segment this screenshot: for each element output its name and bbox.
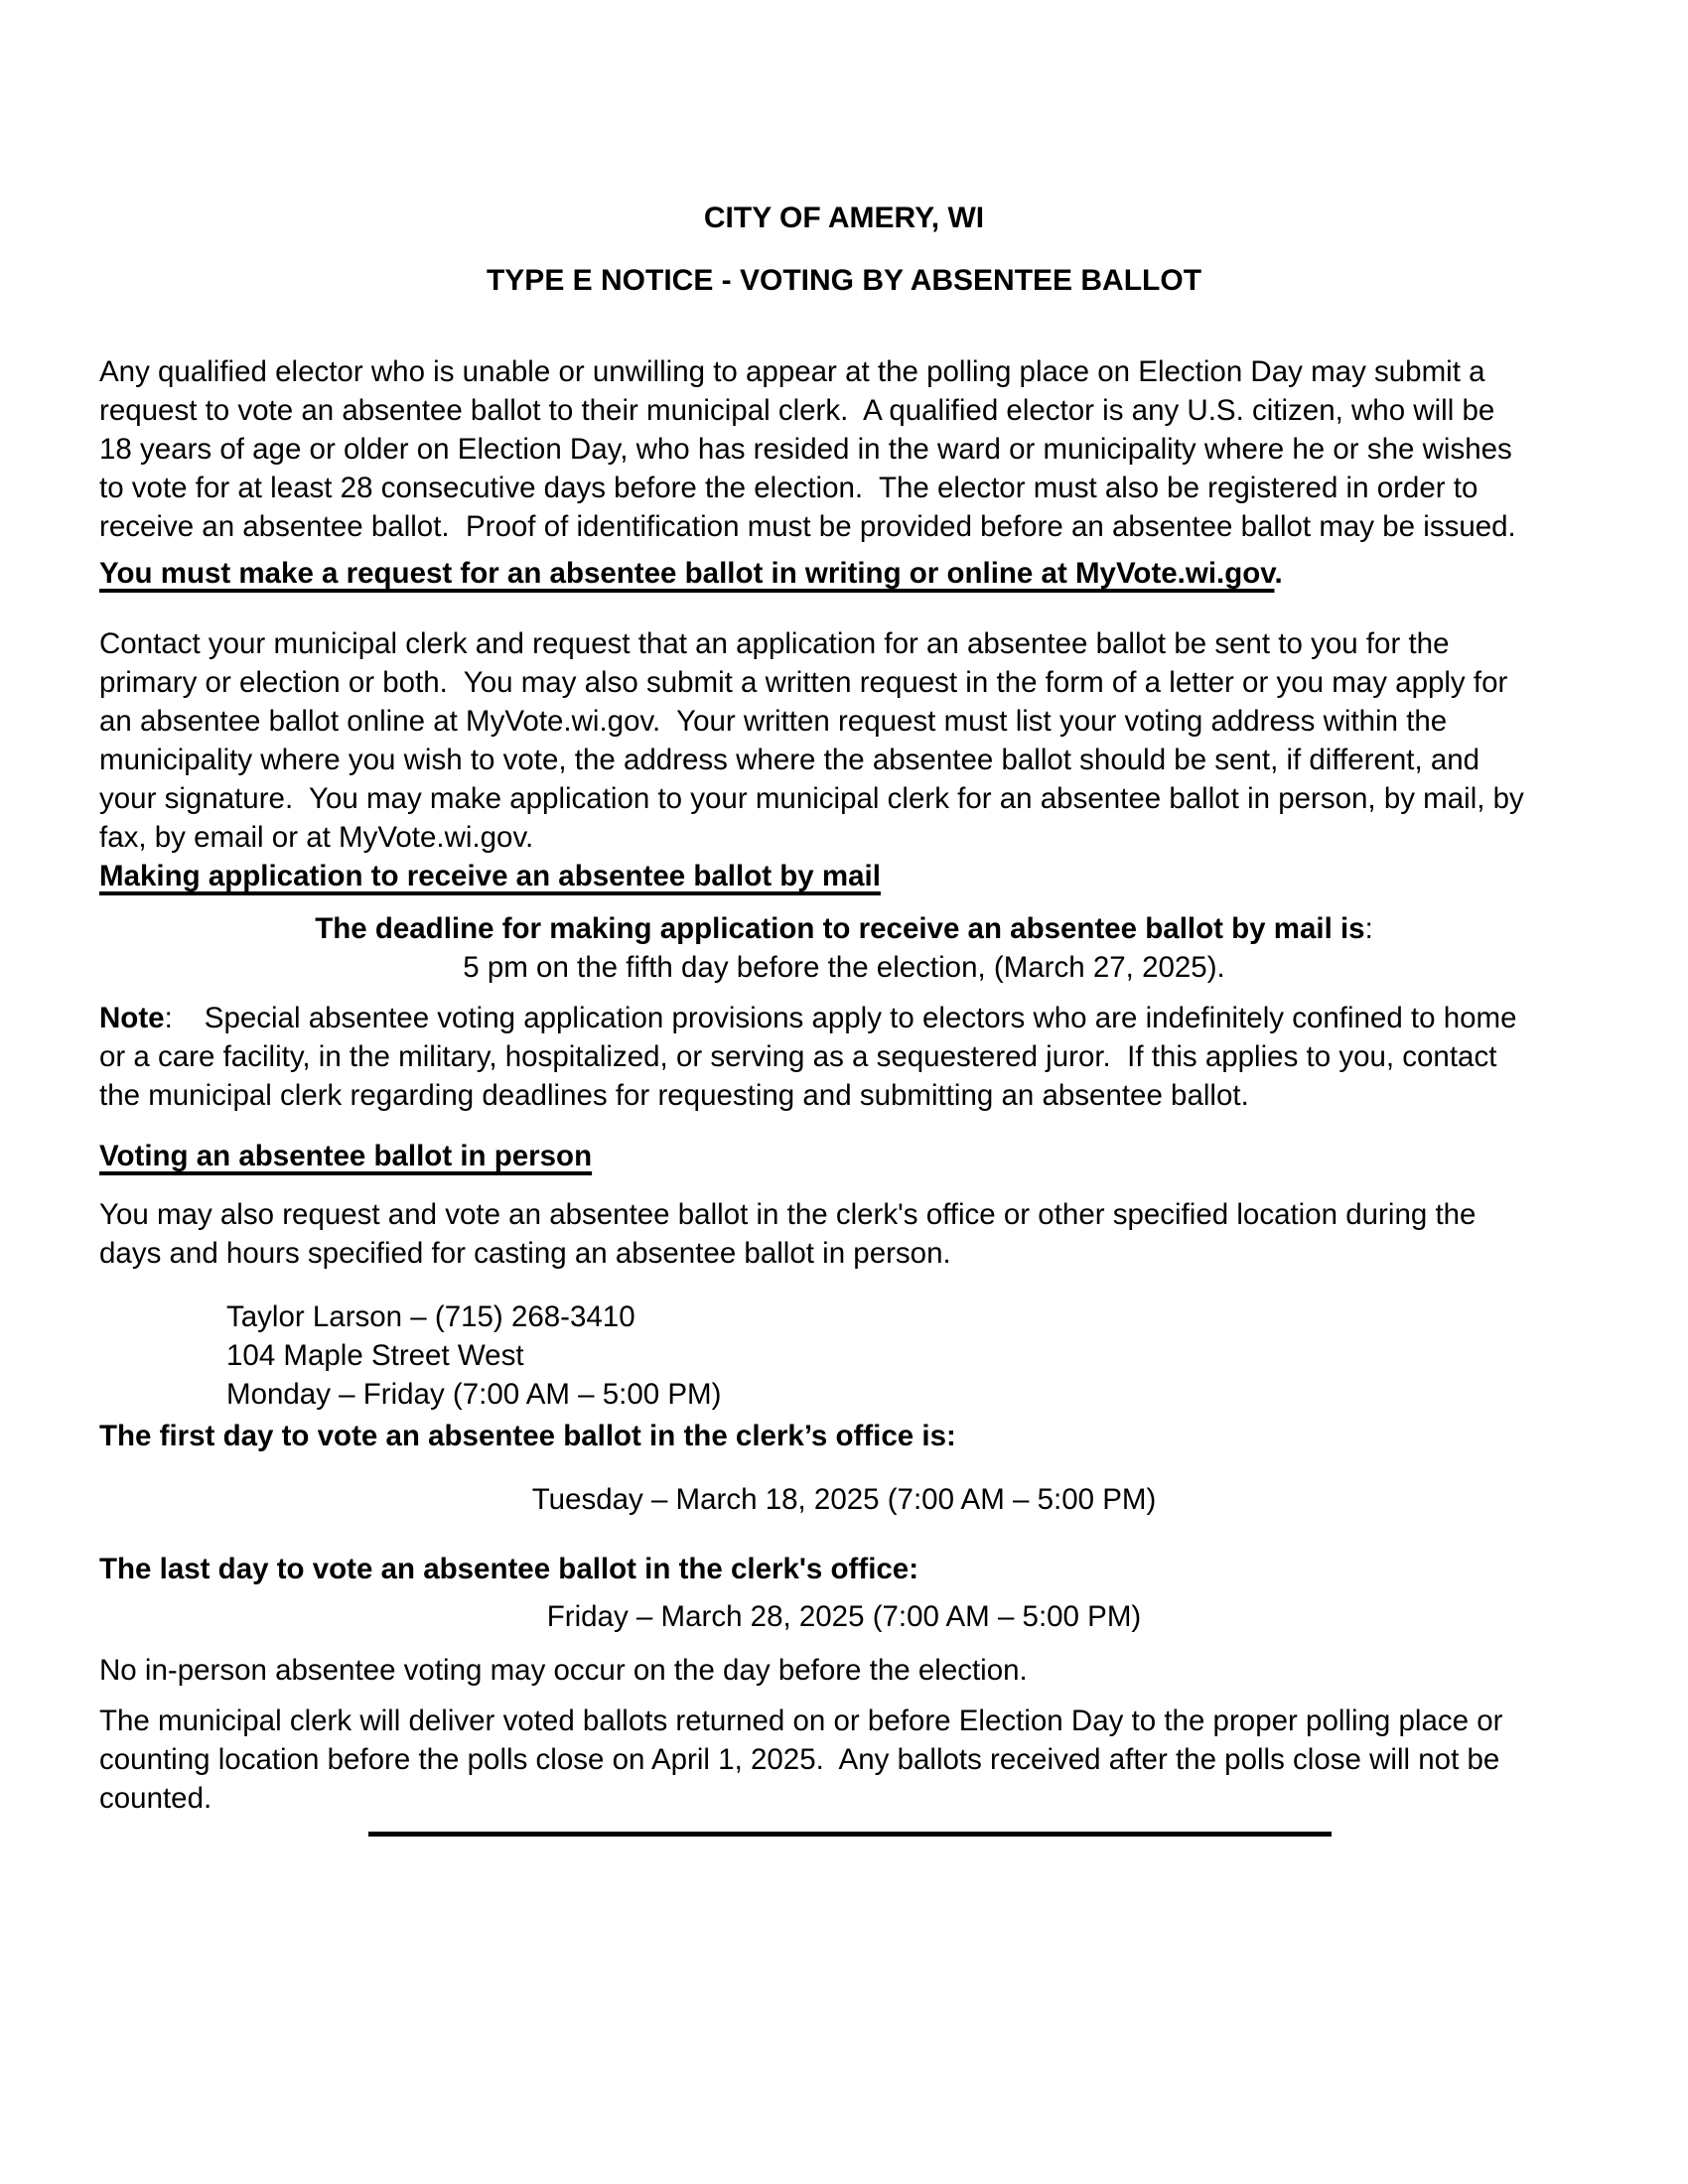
note-paragraph [99,999,1524,1115]
mail-application-heading [99,857,1589,895]
no-in-person-paragraph: No in-person absentee voting may occur on the day before the election. [99,1654,1028,1687]
ballot-delivery-paragraph: The municipal clerk will deliver voted ballots returned on or before Election Day to the proper polling place or counting location before the polls close on April 1, 2025. Any ballots received after the polls close will not be counted. [99,1705,1511,1815]
note-text: Special absentee voting application provisions apply to electors who are indefinitely confined to home or a care facility, in the military, hospitalized, or serving as a sequestered juror. If this applies to you, contact the municipal clerk regarding deadlines for requesting and submitting an absentee ballot. [99,1002,1525,1112]
mail-deadline-colon: : [1364,912,1373,945]
intro-paragraph: Any qualified elector who is unable or unwilling to appear at the polling place on Election Day may submit a request to vote an absentee ballot to their municipal clerk. A qualified elector is any U.S. citizen, who will be 18 years of age or older on Election Day, who has resided in the ward or municipality where he or she wishes to vote for at least 28 consecutive days before the election. The elector must also be registered in order to receive an absentee ballot. Proof of identification must be provided before an absentee ballot may be issued. [99,355,1520,543]
in-person-heading-text: Voting an absentee ballot in person [99,1140,593,1172]
last-day-value: Friday – March 28, 2025 (7:00 AM – 5:00 PM) [546,1600,1142,1633]
clerk-address: 104 Maple Street West [226,1339,524,1372]
in-person-paragraph: You may also request and vote an absentee ballot in the clerk's office or other specified location during the days and hours specified for casting an absentee ballot in person. [99,1198,1484,1270]
document-title: CITY OF AMERY, WI [703,202,985,234]
clerk-hours: Monday – Friday (7:00 AM – 5:00 PM) [226,1378,722,1411]
clerk-contact-block [99,1297,1589,1414]
request-requirement-period: . [1274,557,1283,590]
clerk-request-paragraph: Contact your municipal clerk and request that an application for an absentee ballot be sent to you for the primary or election or both. You may also submit a written request in the form of a letter or you may apply for an absentee ballot online at MyVote.wi.gov. Your written request must list your voting address within the municipality where you wish to vote, the address where the absentee ballot should be sent, if different, and your signature. You may make application to your municipal clerk for an absentee ballot in person, by mail, by fax, by email or at MyVote.wi.gov. [99,627,1533,854]
in-person-heading [99,1137,1589,1175]
note-label: Note [99,1002,165,1034]
mail-deadline-date: 5 pm on the fifth day before the election, (March 27, 2025). [463,951,1225,984]
signature-line [368,1832,1332,1837]
mail-deadline-heading [99,909,1589,948]
request-requirement-underlined-text: You must make a request for an absentee ballot in writing or online at MyVote.wi.gov [99,557,1275,590]
mail-deadline-label: The deadline for making application to receive an absentee ballot by mail is [315,912,1365,945]
mail-application-heading-text: Making application to receive an absentee ballot by mail [99,860,881,892]
last-day-label: The last day to vote an absentee ballot in the clerk's office: [99,1553,919,1585]
first-day-value: Tuesday – March 18, 2025 (7:00 AM – 5:00 PM) [531,1483,1157,1516]
first-day-label: The first day to vote an absentee ballot in the clerk’s office is: [99,1420,956,1452]
note-colon: : [164,1002,173,1034]
request-requirement-heading [99,554,1589,593]
clerk-name-phone: Taylor Larson – (715) 268-3410 [226,1300,635,1333]
document-subtitle: TYPE E NOTICE - VOTING BY ABSENTEE BALLOT [486,264,1202,297]
